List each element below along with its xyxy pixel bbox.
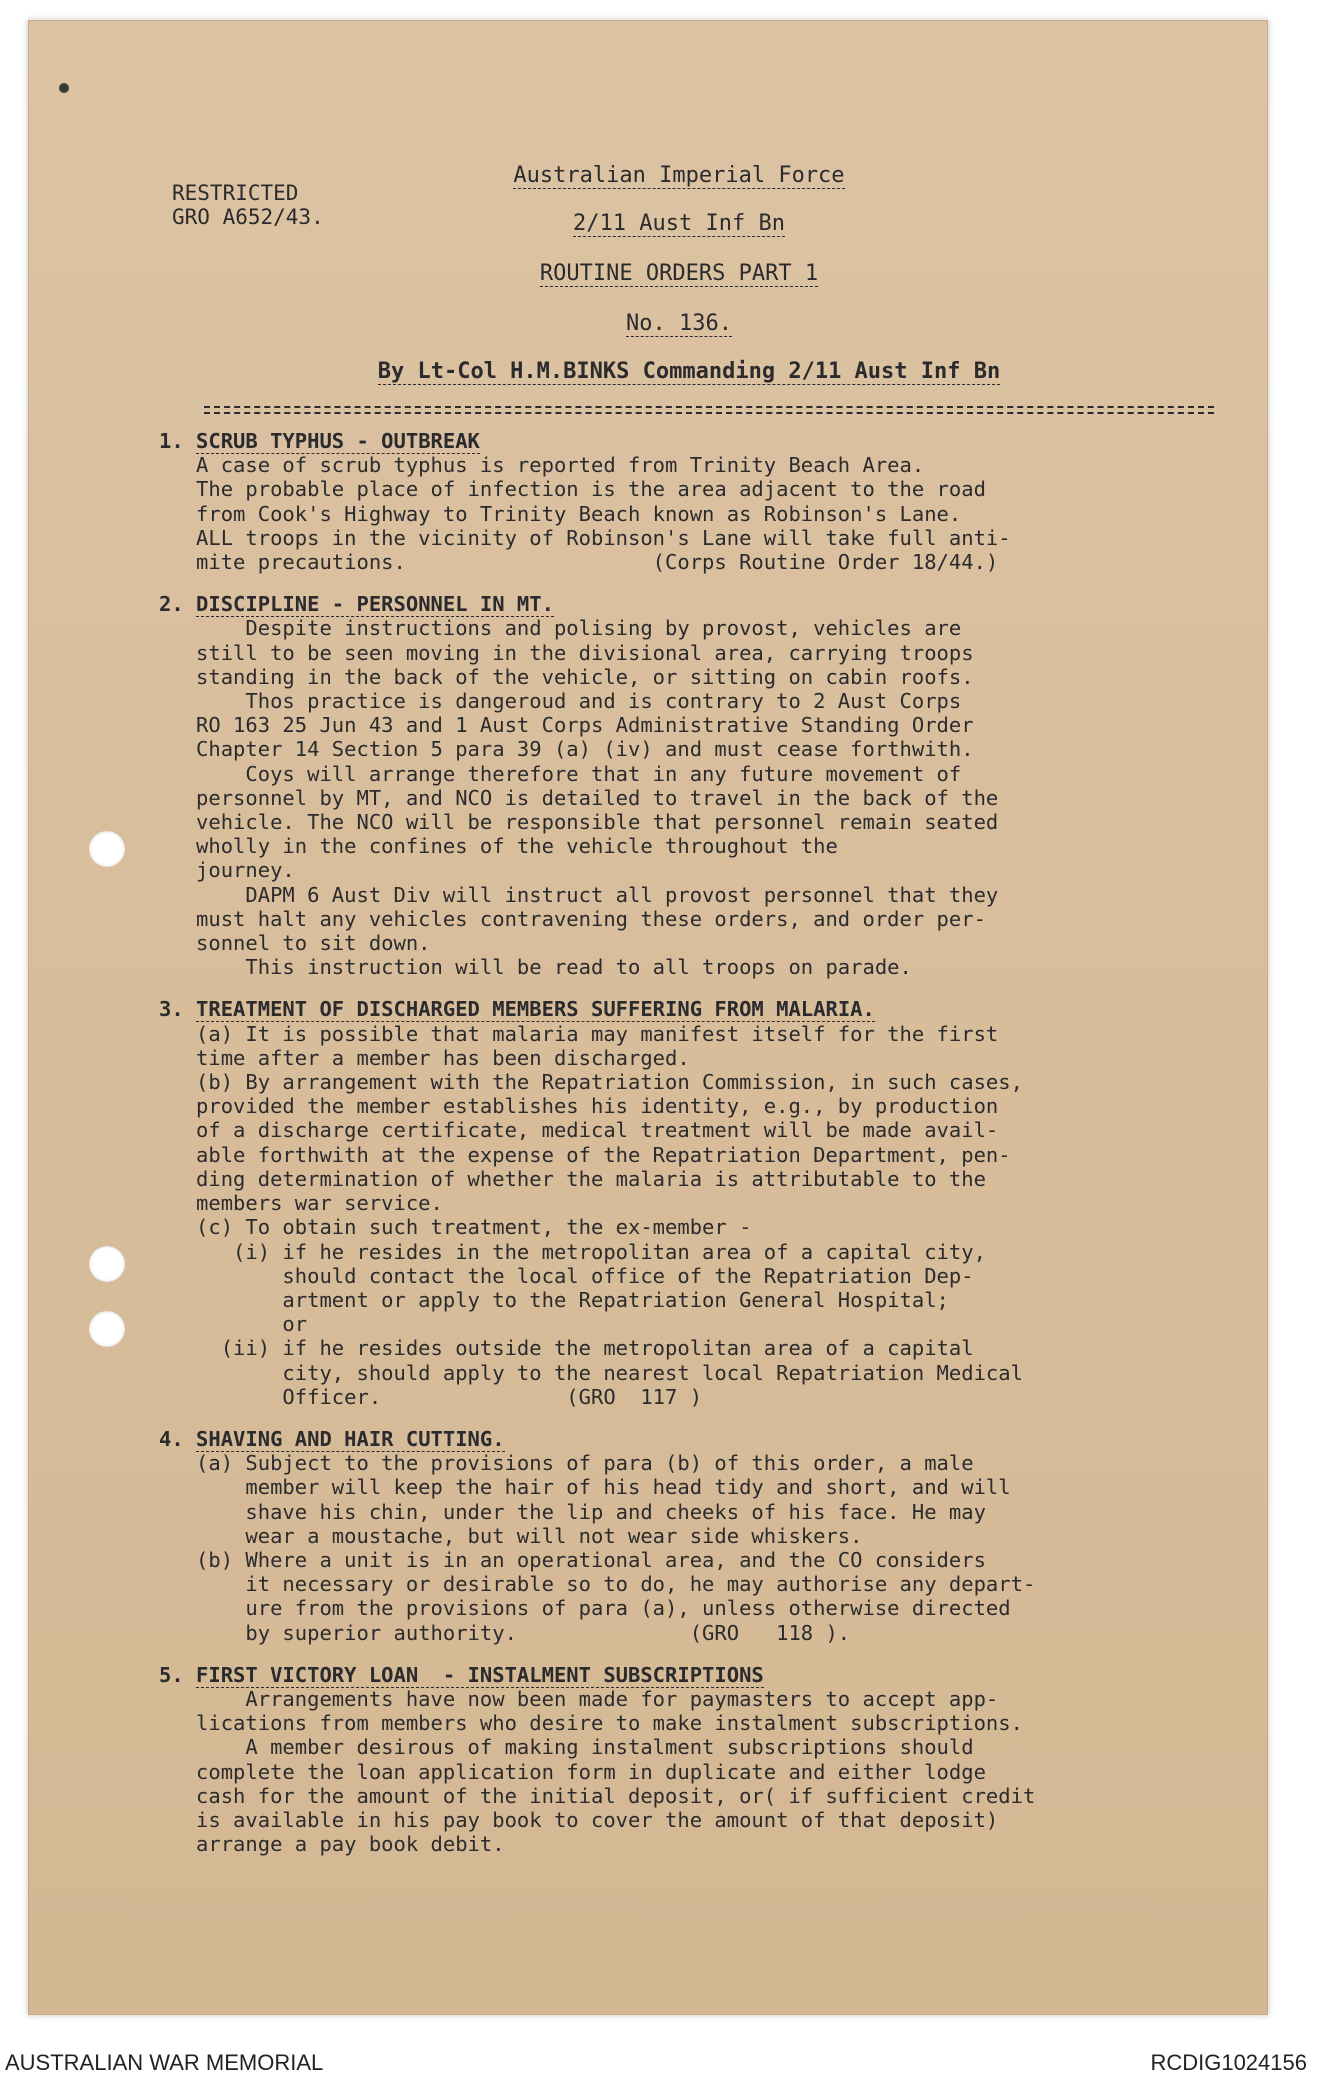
section-line: ure from the provisions of para (a), unless otherwise directed: [159, 1596, 1011, 1621]
section-line: (ii) if he resides outside the metropolitan area of a capital: [159, 1336, 974, 1361]
punch-hole: [89, 1246, 125, 1282]
order-section: [159, 592, 1219, 979]
section-line: able forthwith at the expense of the Repatriation Department, pen-: [159, 1142, 1011, 1167]
section-line: members war service.: [159, 1191, 443, 1216]
punch-hole: [89, 831, 125, 867]
section-line: Officer. (GRO 117 ): [159, 1384, 703, 1409]
section-line: (a) It is possible that malaria may manifest itself for the first: [159, 1021, 999, 1046]
section-line: wear a moustache, but will not wear side whiskers.: [159, 1523, 863, 1548]
section-line: A case of scrub typhus is reported from Trinity Beach Area.: [159, 453, 925, 478]
section-title: FIRST VICTORY LOAN - INSTALMENT SUBSCRIPTIONS: [196, 1662, 764, 1687]
section-number: 4.: [159, 1426, 184, 1451]
divider-rule: [204, 406, 1214, 408]
classification-block: [172, 181, 324, 229]
section-title: TREATMENT OF DISCHARGED MEMBERS SUFFERING FROM MALARIA.: [196, 997, 875, 1022]
section-line: journey.: [159, 858, 295, 883]
section-line: wholly in the confines of the vehicle throughout the: [159, 834, 838, 859]
section-line: sonnel to sit down.: [159, 931, 431, 956]
force-heading: Australian Imperial Force: [513, 163, 845, 188]
order-section: [159, 1427, 1219, 1645]
section-line: This instruction will be read to all troops on parade.: [159, 955, 912, 980]
section-title: SCRUB TYPHUS - OUTBREAK: [196, 429, 480, 453]
section-line: provided the member establishes his identity, e.g., by production: [159, 1094, 999, 1119]
section-line: shave his chin, under the lip and cheeks of his face. He may: [159, 1499, 986, 1524]
section-heading: [159, 1663, 1219, 1687]
order-section: [159, 1663, 1219, 1857]
section-number: 1.: [159, 429, 184, 453]
section-line: The probable place of infection is the area adjacent to the road: [159, 477, 986, 502]
section-heading: [159, 592, 1219, 616]
section-line: RO 163 25 Jun 43 and 1 Aust Corps Administrative Standing Order: [159, 713, 974, 738]
section-line: should contact the local office of the Repatriation Dep-: [159, 1263, 974, 1288]
section-line: complete the loan application form in duplicate and either lodge: [159, 1759, 986, 1784]
section-number: 2.: [159, 592, 184, 617]
order-section: [159, 429, 1219, 574]
restricted-label: RESTRICTED: [172, 181, 299, 205]
orders-body: [159, 429, 1219, 1874]
battalion-heading: 2/11 Aust Inf Bn: [573, 211, 785, 236]
section-line: personnel by MT, and NCO is detailed to travel in the back of the: [159, 785, 999, 810]
section-line: arrange a pay book debit.: [159, 1832, 505, 1857]
section-line: (i) if he resides in the metropolitan area of a capital city,: [159, 1239, 986, 1264]
section-number: 3.: [159, 997, 184, 1022]
document-page: [28, 20, 1268, 2015]
commanding-officer-line: By Lt-Col H.M.BINKS Commanding 2/11 Aust Inf Bn: [377, 359, 1001, 384]
section-line: member will keep the hair of his head tidy and short, and will: [159, 1475, 1011, 1500]
section-title: SHAVING AND HAIR CUTTING.: [196, 1426, 505, 1451]
section-heading: [159, 997, 1219, 1021]
section-line: still to be seen moving in the divisional area, carrying troops: [159, 640, 974, 665]
archive-id: RCDIG1024156: [1150, 2050, 1307, 2075]
divider-rule: [204, 412, 1214, 414]
section-line: (c) To obtain such treatment, the ex-member -: [159, 1215, 752, 1240]
section-title: DISCIPLINE - PERSONNEL IN MT.: [196, 592, 554, 617]
section-line: it necessary or desirable so to do, he may authorise any depart-: [159, 1572, 1036, 1597]
section-line: Coys will arrange therefore that in any future movement of: [159, 761, 962, 786]
section-line: is available in his pay book to cover the amount of that deposit): [159, 1807, 999, 1832]
section-line: standing in the back of the vehicle, or sitting on cabin roofs.: [159, 664, 974, 689]
section-line: must halt any vehicles contravening these orders, and order per-: [159, 906, 986, 931]
section-line: cash for the amount of the initial deposit, or( if sufficient credit: [159, 1783, 1036, 1808]
order-section: [159, 997, 1219, 1408]
section-heading: [159, 429, 1219, 453]
section-number: 5.: [159, 1662, 184, 1687]
section-line: ALL troops in the vicinity of Robinson's Lane will take full anti-: [159, 525, 1011, 550]
section-line: of a discharge certificate, medical treatment will be made avail-: [159, 1118, 999, 1143]
archive-credit: AUSTRALIAN WAR MEMORIAL: [5, 2050, 324, 2075]
section-line: or: [159, 1312, 308, 1337]
orders-title: ROUTINE ORDERS PART 1: [539, 261, 819, 286]
section-line: lications from members who desire to make instalment subscriptions.: [159, 1711, 1023, 1736]
section-line: time after a member has been discharged.: [159, 1045, 690, 1070]
gro-reference: GRO A652/43.: [172, 205, 324, 229]
section-line: vehicle. The NCO will be responsible that personnel remain seated: [159, 810, 999, 835]
section-line: (b) By arrangement with the Repatriation Commission, in such cases,: [159, 1070, 1023, 1095]
section-line: ding determination of whether the malaria is attributable to the: [159, 1166, 986, 1191]
section-heading: [159, 1427, 1219, 1451]
section-line: (a) Subject to the provisions of para (b) of this order, a male: [159, 1451, 974, 1476]
section-line: Chapter 14 Section 5 para 39 (a) (iv) and must cease forthwith.: [159, 737, 974, 762]
section-line: Despite instructions and polising by provost, vehicles are: [159, 616, 962, 641]
section-line: city, should apply to the nearest local Repatriation Medical: [159, 1360, 1023, 1385]
section-line: from Cook's Highway to Trinity Beach known as Robinson's Lane.: [159, 501, 962, 526]
punch-hole: [89, 1311, 125, 1347]
section-line: DAPM 6 Aust Div will instruct all provost personnel that they: [159, 882, 999, 907]
order-number: No. 136.: [626, 311, 732, 336]
section-line: artment or apply to the Repatriation General Hospital;: [159, 1287, 949, 1312]
section-line: (b) Where a unit is in an operational area, and the CO considers: [159, 1547, 986, 1572]
section-line: Arrangements have now been made for paymasters to accept app-: [159, 1686, 999, 1711]
section-line: by superior authority. (GRO 118 ).: [159, 1620, 851, 1645]
section-line: mite precautions. (Corps Routine Order 18/44.): [159, 550, 999, 575]
section-line: Thos practice is dangeroud and is contrary to 2 Aust Corps: [159, 689, 962, 714]
binding-dot: [59, 83, 69, 93]
section-line: A member desirous of making instalment subscriptions should: [159, 1735, 974, 1760]
